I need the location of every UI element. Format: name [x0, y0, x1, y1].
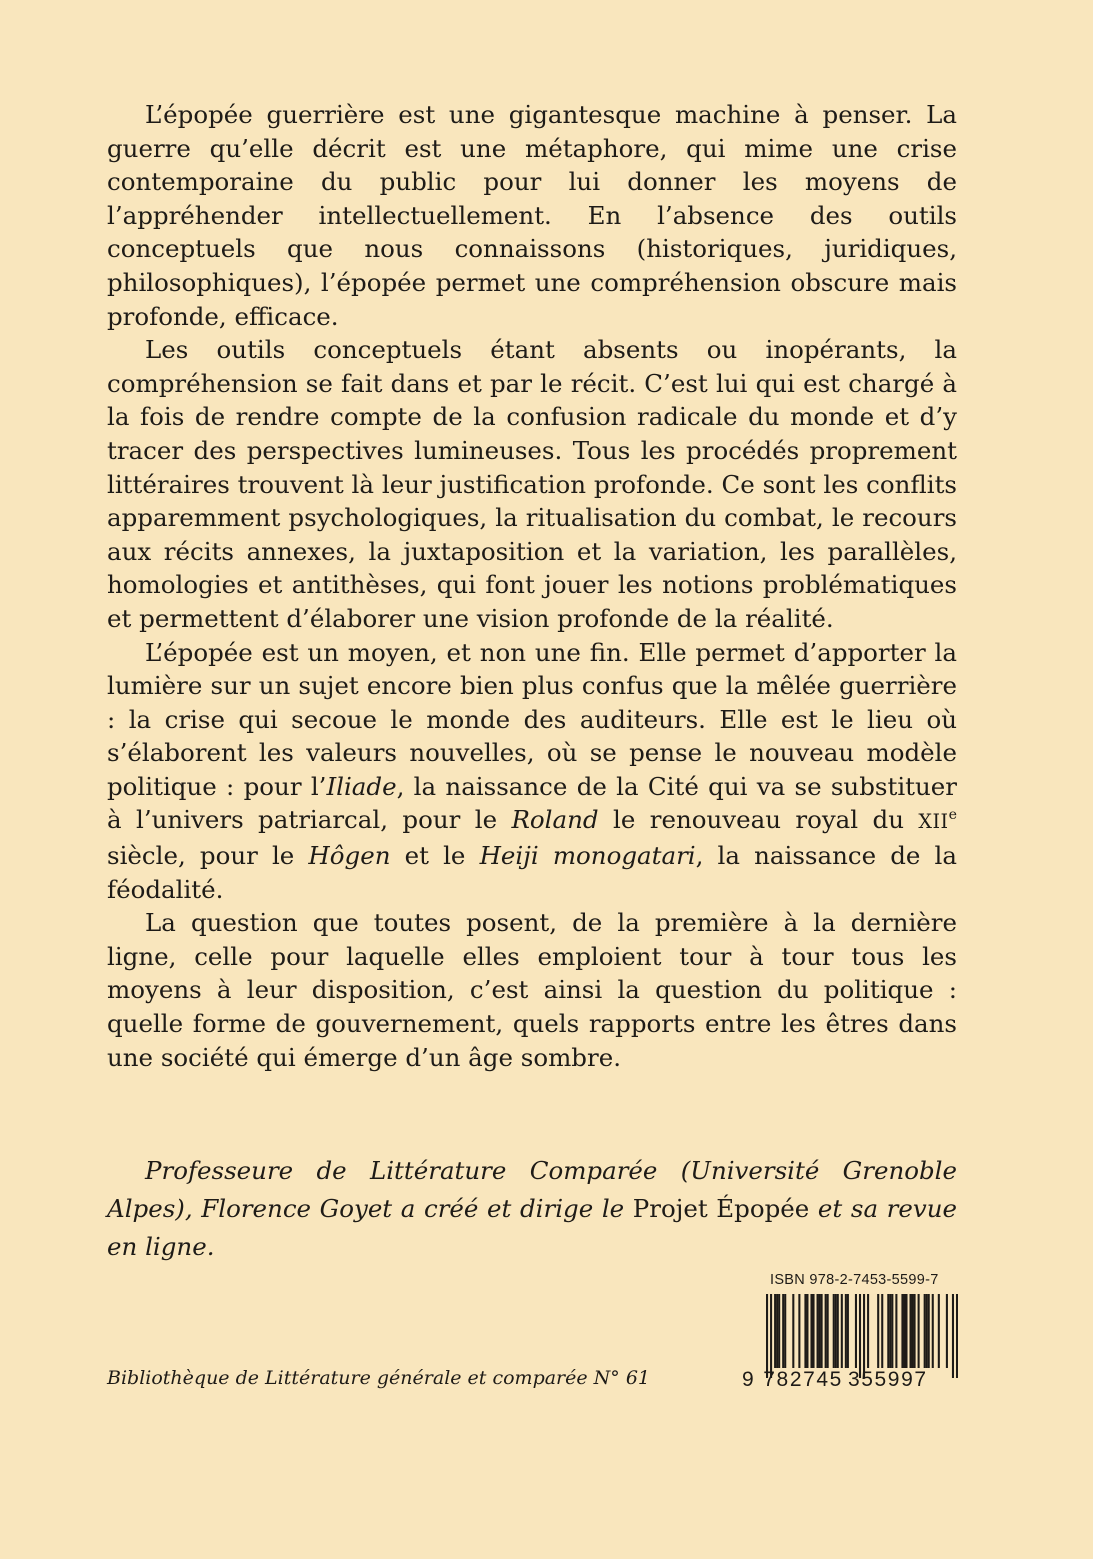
barcode-bar: [932, 1294, 934, 1368]
barcode-bar: [859, 1294, 861, 1378]
barcode-bar: [804, 1294, 806, 1368]
barcode-bar: [912, 1294, 914, 1368]
barcode-digit-first: 9: [742, 1368, 756, 1391]
barcode-bar: [956, 1294, 958, 1378]
paragraph-2: Les outils conceptuels étant absents ou inopérants, la compréhension se fait dans et par le récit. C’est lui qui est chargé à la fois de rendre compte de la confusion radicale du monde et d’y tracer des perspectives lumineuses. Tous les procédés proprement littéraires trouvent là leur justification profonde. Ce sont les conflits apparemment psychologiques, la ritualisation du combat, le recours aux récits annexes, la juxtaposition et la variation, les parallèles, homologies et antithèses, qui font jouer les notions problématiques et permettent d’élaborer une vision profonde de la réalité.: [107, 335, 957, 633]
paragraph-3-text: et le: [390, 841, 480, 871]
author-note-text: et sa revue en ligne.: [107, 1194, 957, 1261]
barcode-bar: [821, 1294, 823, 1368]
barcode-digit-group-2: 355997: [847, 1368, 928, 1391]
project-name: Projet Épopée: [632, 1194, 810, 1223]
paragraph-1: L’épopée guerrière est une gigantesque machine à penser. La guerre qu’elle décrit est une métaphore, qui mime une crise contemporaine du public pour lui donner les moyens de l’appréhender intellectuellement. En l’absence des outils conceptuels que nous connaissons (historiques, juridiques, philosophiques), l’épopée permet une compréhension obscure mais profonde, efficace.: [107, 100, 957, 331]
barcode-bar: [817, 1294, 819, 1368]
barcode-bar: [827, 1294, 829, 1368]
paragraph-3-text: siècle, pour le: [107, 841, 309, 871]
barcode-bar: [806, 1294, 808, 1368]
barcode-bar: [918, 1294, 920, 1368]
barcode-bar: [766, 1294, 768, 1378]
barcode-bar: [792, 1294, 794, 1368]
barcode-bar: [877, 1294, 879, 1368]
paragraph-3-text: le renouveau royal du: [598, 805, 919, 835]
barcode-bar: [776, 1294, 778, 1368]
title-hogen: Hôgen: [308, 841, 391, 871]
paragraph-4: La question que toutes posent, de la première à la dernière ligne, celle pour laquelle elles emploient tour à tour tous les moyens à leur disposition, c’est ainsi la question du politique : quelle forme de gouvernement, quels rapports entre les êtres dans une société qui émerge d’un âge sombre.: [107, 908, 957, 1072]
barcode-bar: [863, 1294, 865, 1378]
barcode-bar: [889, 1294, 891, 1368]
paragraph-3-text: , la naissance de la féodalité.: [107, 841, 957, 904]
author-note-text: Professeure de Littérature Comparée (Université Grenoble Alpes), Florence Goyet a créé et dirige le: [107, 1156, 957, 1223]
barcode-bar: [903, 1294, 905, 1368]
barcode-bar: [926, 1294, 928, 1368]
barcode-bar: [784, 1294, 786, 1368]
century-numeral: XII: [918, 810, 949, 834]
barcode-bar: [841, 1294, 843, 1368]
barcode-bar: [835, 1294, 837, 1368]
back-cover-text: [107, 98, 957, 1074]
barcode-bar: [819, 1294, 821, 1368]
barcode-bar: [825, 1294, 827, 1368]
barcode-bar: [891, 1294, 893, 1368]
barcode-bar: [938, 1294, 940, 1368]
barcode-bar: [837, 1294, 839, 1368]
barcode-bar: [924, 1294, 926, 1368]
barcode-digit-group-1: 782745: [763, 1368, 843, 1391]
title-iliade: Iliade: [326, 771, 397, 801]
barcode-bar: [887, 1294, 889, 1368]
paragraph-3-text: L’épopée est un moyen, et non une fin. Elle permet d’apporter la lumière sur un sujet encore bien plus confus que la mêlée guerrière : la crise qui secoue le monde des auditeurs. Elle est le lieu où s’élaborent les valeurs nouvelles, où se pense le nouveau modèle politique : pour l’: [107, 637, 957, 801]
barcode-bar: [928, 1294, 930, 1368]
barcode-bar: [833, 1294, 835, 1368]
barcode-bar: [810, 1294, 812, 1368]
title-heiji-monogatari: Heiji monogatari: [479, 841, 696, 871]
barcode-bar: [855, 1294, 857, 1368]
barcode-bar: [946, 1294, 948, 1368]
title-roland: Roland: [511, 805, 599, 835]
barcode-bar: [845, 1294, 847, 1368]
paragraph-3-text: , la naissance de la Cité qui va se substituer à l’univers patriarcal, pour le: [107, 771, 957, 835]
barcode-bar: [905, 1294, 907, 1368]
author-note: [107, 1152, 957, 1266]
barcode-digits: [742, 1368, 958, 1392]
century-superscript: e: [948, 807, 957, 824]
barcode-bar: [774, 1294, 776, 1368]
paragraph-3: [107, 636, 957, 907]
barcode-bar: [895, 1294, 897, 1368]
collection-label: Bibliothèque de Littérature générale et comparée N° 61: [107, 1367, 651, 1389]
barcode-bar: [798, 1294, 800, 1368]
barcode-bar: [909, 1294, 911, 1368]
barcode-bar: [812, 1294, 814, 1368]
barcode-bar: [914, 1294, 916, 1368]
barcode-bar: [901, 1294, 903, 1368]
barcode-bar: [881, 1294, 883, 1368]
barcode-bar: [782, 1294, 784, 1368]
barcode-bar: [952, 1294, 954, 1378]
barcode-block: [742, 1272, 958, 1394]
barcode-bar: [770, 1294, 772, 1378]
barcode-bar: [867, 1294, 869, 1368]
barcode-bar: [778, 1294, 780, 1368]
barcode-icon: [766, 1294, 958, 1378]
barcode-bar: [847, 1294, 849, 1368]
isbn-label: ISBN 978-2-7453-5599-7: [770, 1272, 939, 1288]
